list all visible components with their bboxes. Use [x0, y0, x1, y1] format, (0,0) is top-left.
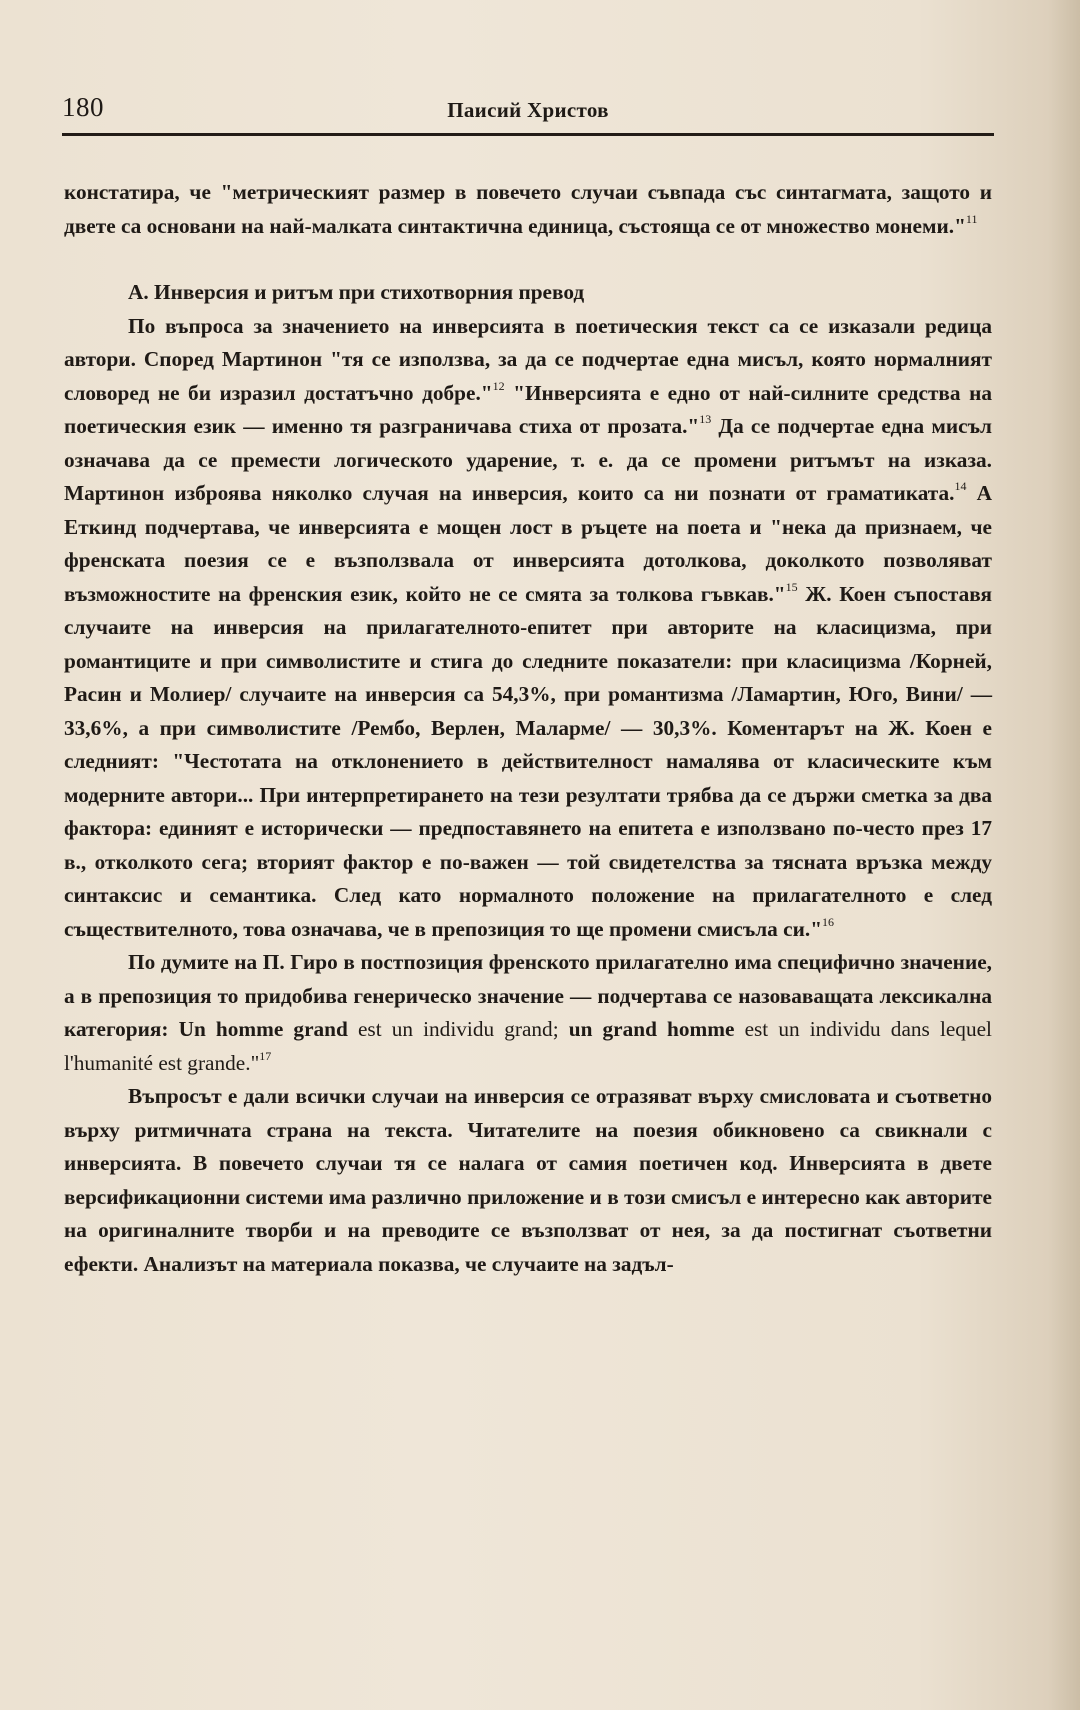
page-header	[62, 92, 994, 132]
paragraph-continuation: констатира, че "метрическият размер в повечето случаи съвпада със синтагмата, защото и двете са основани на най-малката синтактична единица, състояща се от множество монеми."$^{11}$	[64, 180, 992, 238]
paragraph-question: Въпросът е дали всички случаи на инверсия се отразяват върху смисловата и съответно върху ритмичната страна на текста. Читателите на поезия обикновено са свикнали с инверсията. В повечето случаи тя се налага от самия поетичен код. Инверсията в двете версификационни системи има различно приложение и в този смисъл е интересно как авторите на оригиналните творби и на преводите се възползват от нея, за да постигнат съответни ефекти. Анализът на материала показва, че случаите на задъл-	[64, 1084, 992, 1276]
section-heading: А. Инверсия и ритъм при стихотворния превод	[128, 280, 585, 304]
footnote-ref-15: 15	[785, 579, 798, 594]
footnote-ref-13: 13	[699, 412, 712, 426]
header-rule	[62, 133, 994, 136]
footnote-ref-12: 12	[492, 378, 505, 393]
footnote-ref-14: 14	[954, 479, 967, 493]
footnote-ref-16: 16	[822, 914, 835, 929]
paragraph-inversion-authors: По въпроса за значението на инверсията в поетическия текст са се изказали редица автори. Според Мартинон "тя се използва, за да се подчертае една мисъл, която нормалният словоред не би изразил достатъчно добре."$^{12}$ "Инверсията е едно от най-силните средства на поетическия език — именно тя разграничава стиха от прозата."$^{13}$ Да се подчертае една мисъл означава да се премести логическото ударение, т. е. да се промени ритъмът на изказа. Мартинон изброява няколко случая на инверсия, които са ни познати от граматиката.$^{14}$ А Еткинд подчертава, че инверсията е мощен лост в ръцете на поета и "нека да признаем, че френската поезия се е възползвала от инверсията дотолкова, доколкото позволяват възможностите на френския език, който не се смята за толкова гъвкав."$^{15}$ Ж. Коен съпоставя случаите на инверсия на прилагателното-епитет при авторите на класицизма, при романтиците и при символистите и стига до следните показатели: при класицизма /Корней, Расин и Молиер/ случаите на инверсия са 54,3%, при романтизма /Ламартин, Юго, Вини/ — 33,6%, а при символистите /Рембо, Верлен, Маларме/ — 30,3%. Коментарът на Ж. Коен е следният: "Честотата на отклонението в действителност намалява от класическите към модерните автори... При интерпретирането на тези резултати трябва да се държи сметка за два фактора: единият е исторически — предпоставянето на епитета е използвано по-често през 17 в., отколкото сега; вторият фактор е по-важен — той свидетелства за тясната връзка между синтаксис и семантика. След като нормалното положение на прилагателното е след съществителното, това означава, че в препозиция то ще промени смисъла си."$^{16}$	[64, 313, 992, 941]
footnote-ref-11: 11	[965, 211, 978, 226]
page-number: 180	[62, 92, 104, 122]
footnote-ref-17: 17	[259, 1048, 272, 1063]
body-text	[64, 176, 992, 1281]
french-example: Un homme grand est un individu grand; un grand homme est un individu dans lequel l'humanité est grande."	[64, 1017, 992, 1075]
paragraph-guiraud: По думите на П. Гиро в постпозиция френското прилагателно има специфично значение, а в препозиция то придобива генерическо значение — подчертава се назоваващата лексикална категория: Un homme grand est un individu grand; un grand homme est un individu dans lequel l'humanité est grande."$^{17}$	[64, 950, 992, 1075]
running-title: Паисий Христов	[447, 98, 609, 122]
